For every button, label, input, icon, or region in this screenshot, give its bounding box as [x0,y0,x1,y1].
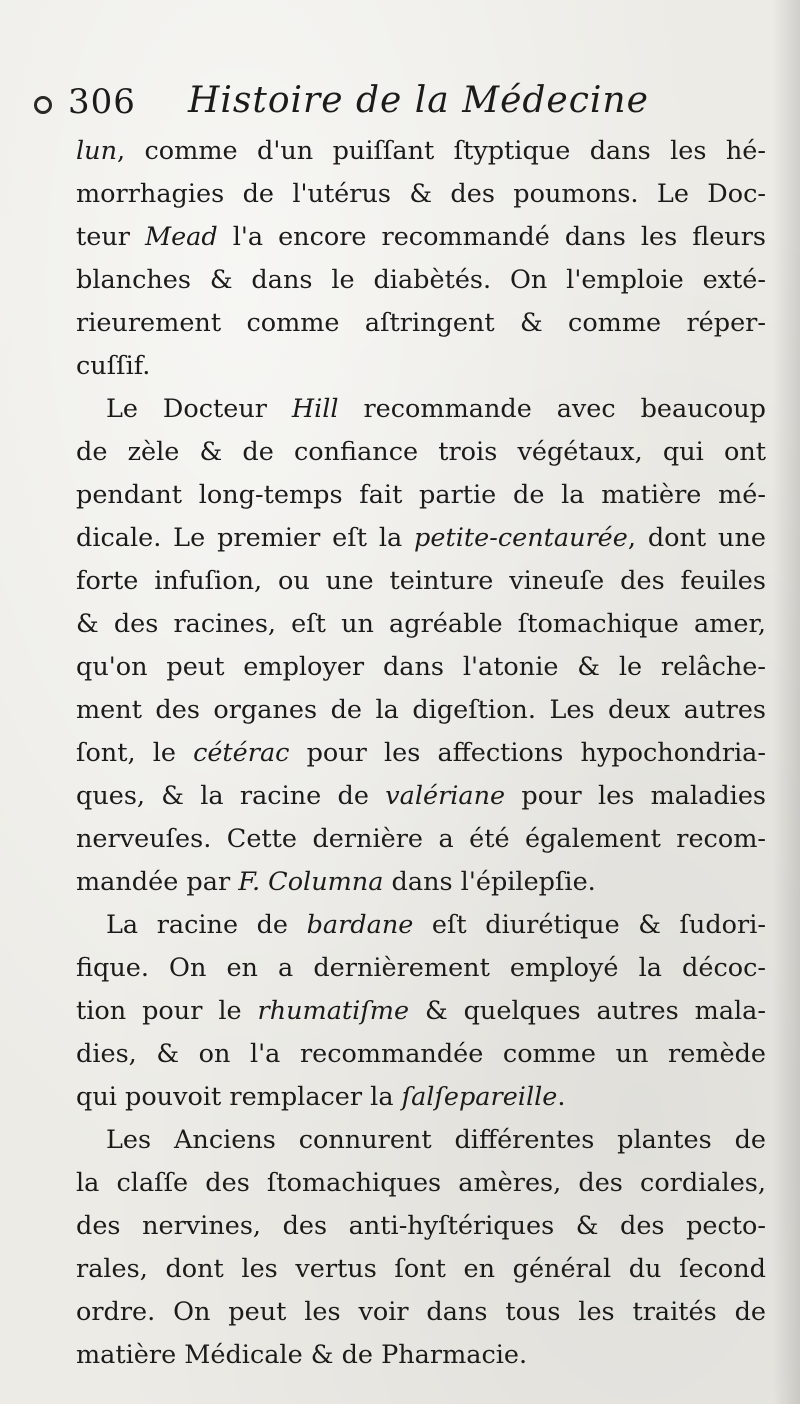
text-line: lun, comme d'un puiſſant ſtyptique dans les hé- [76,136,766,166]
body-text [76,130,766,1377]
text-line: nerveuſes. Cette dernière a été également recom- [76,824,766,854]
text-line: fique. On en a dernièrement employé la décoc- [76,953,766,983]
text-line: ques, & la racine de valériane pour les maladies [76,781,767,811]
text-line: qui pouvoit remplacer la ſalſepareille. [76,1082,566,1112]
text-line: des nervines, des anti-hyſtériques & des pecto- [76,1211,766,1241]
text-line: la claſſe des ſtomachiques amères, des cordiales, [76,1168,766,1198]
page-edge-shadow [772,0,800,1404]
text-line: ordre. On peut les voir dans tous les traités de [76,1297,766,1327]
text-line: mandée par F. Columna dans l'épilepſie. [76,867,596,897]
page-number: 306 [68,82,136,122]
text-line: dicale. Le premier eſt la petite-centaurée, dont une [76,523,766,553]
text-line: & des racines, eſt un agréable ſtomachique amer, [76,609,766,639]
text-line: La racine de bardane eſt diurétique & ſudori- [106,910,766,940]
text-line: tion pour le rhumatiſme & quelques autres mala- [76,996,766,1026]
text-line: rieurement comme aſtringent & comme réper- [76,308,766,338]
text-line: ſont, le cétérac pour les affections hypochondria- [76,738,766,768]
text-line: blanches & dans le diabètés. On l'emploie exté- [76,265,766,295]
text-line: dies, & on l'a recommandée comme un remède [76,1039,766,1069]
text-line: matière Médicale & de Pharmacie. [76,1340,528,1370]
text-line: teur Mead l'a encore recommandé dans les fleurs [76,222,766,252]
ornament-dot [34,96,52,114]
running-head [58,80,758,132]
text-line: cuſſif. [76,351,151,381]
text-line: de zèle & de confiance trois végétaux, qui ont [76,437,766,467]
text-line: qu'on peut employer dans l'atonie & le relâche- [76,652,766,682]
text-line: pendant long-temps fait partie de la matière mé- [76,480,766,510]
text-line: morrhagies de l'utérus & des poumons. Le Doc- [76,179,766,209]
text-line: forte infuſion, ou une teinture vineuſe des feuiles [76,566,766,596]
text-line: ment des organes de la digeſtion. Les deux autres [76,695,766,725]
running-title: Histoire de la Médecine [188,80,649,121]
text-line: rales, dont les vertus ſont en général du ſecond [76,1254,766,1284]
text-line: Le Docteur Hill recommande avec beaucoup [106,394,766,424]
text-line: Les Anciens connurent différentes plantes de [106,1125,766,1155]
